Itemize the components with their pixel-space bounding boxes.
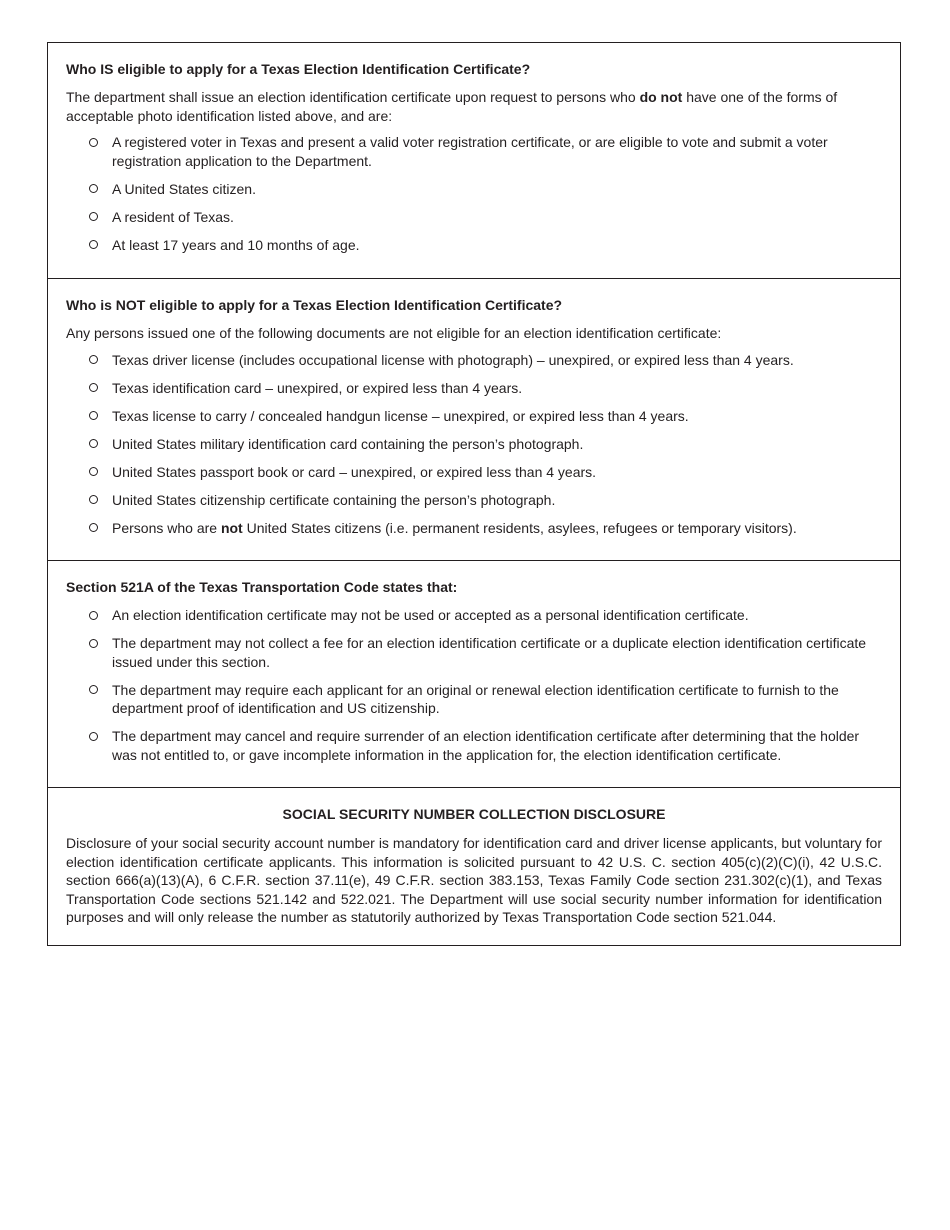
list-item-text: Texas driver license (includes occupational license with photograph) – unexpired, or expired less than 4 years. [112,351,794,368]
circle-bullet-icon [88,463,112,482]
list-item [88,463,882,482]
circle-bullet-icon [88,407,112,426]
circle-bullet-icon [88,351,112,370]
list-item [88,180,882,199]
list-item [88,634,882,671]
list-item-text: A United States citizen. [112,180,256,197]
list-item-text: The department may cancel and require surrender of an election identification certificate after determining that the holder was not entitled to, or gave incomplete information in the application for, the election identification certificate. [112,728,860,763]
not-eligible-heading: Who is NOT eligible to apply for a Texas Election Identification Certificate? [66,297,563,313]
ssn-heading: SOCIAL SECURITY NUMBER COLLECTION DISCLOSURE [282,806,666,822]
list-item-text: United States citizenship certificate containing the person’s photograph. [112,491,556,508]
list-item-text: An election identification certificate may not be used or accepted as a personal identification certificate. [112,607,749,623]
list-item [88,133,882,170]
list-item-text: A resident of Texas. [112,208,234,225]
circle-bullet-icon [88,379,112,398]
list-item-text: United States passport book or card – unexpired, or expired less than 4 years. [112,463,597,480]
not-eligible-section [48,279,900,561]
last-item-bold: not [220,519,243,536]
last-item-pre: Persons who are [112,519,221,536]
not-eligible-list [66,351,882,538]
eligible-intro-bold: do not [639,89,683,105]
list-item [88,236,882,255]
eligible-list [66,133,882,254]
circle-bullet-icon [88,634,112,653]
circle-bullet-icon [88,519,112,538]
circle-bullet-icon [88,727,112,746]
section-521a-list [66,606,882,764]
list-item [88,681,882,718]
list-item-text: United States military identification card containing the person’s photograph. [112,435,584,452]
list-item [88,491,882,510]
list-item-text [112,519,882,538]
circle-bullet-icon [88,491,112,510]
list-item-text: The department may require each applicant for an original or renewal election identification certificate to furnish to the department proof of identification and US citizenship. [112,681,839,716]
circle-bullet-icon [88,681,112,700]
list-item-text: The department may not collect a fee for an election identification certificate or a duplicate election identification certificate issued under this section. [112,635,867,670]
list-item-text: At least 17 years and 10 months of age. [112,236,360,253]
eligibility-form-box [47,42,901,946]
section-521a-heading: Section 521A of the Texas Transportation Code states that: [66,579,458,595]
last-item-post: United States citizens (i.e. permanent residents, asylees, refugees or temporary visitors). [242,519,797,536]
circle-bullet-icon [88,606,112,625]
ssn-disclosure-text: Disclosure of your social security account number is mandatory for identification card and driver license applicants, but voluntary for election identification certificate applicants. This information is solicited pursuant to 42 U.S. C. section 405(c)(2)(C)(i), 42 U.S.C. section 666(a)(13)(A), 6 C.F.R. section 37.11(e), 49 C.F.R. section 383.153, Texas Family Code section 231.302(c)(1), and Texas Transportation Code sections 521.142 and 522.021. The Department will use social security number information for identification purposes and will only release the number as statutorily authorized by Texas Transportation Code section 521.044. [66,835,882,925]
list-item-text: Texas license to carry / concealed handgun license – unexpired, or expired less than 4 years. [112,407,689,424]
list-item [88,379,882,398]
list-item [88,519,882,538]
circle-bullet-icon [88,180,112,199]
eligible-intro-post: have one of the forms of acceptable photo identification listed above, and are: [66,89,838,124]
circle-bullet-icon [88,236,112,255]
eligible-section [48,43,900,279]
list-item-text: A registered voter in Texas and present a valid voter registration certificate, or are eligible to vote and submit a voter registration application to the Department. [112,134,828,169]
list-item [88,435,882,454]
section-521a [48,561,900,788]
list-item-text: Texas identification card – unexpired, or expired less than 4 years. [112,379,523,396]
not-eligible-intro: Any persons issued one of the following documents are not eligible for an election identification certificate: [66,325,722,341]
circle-bullet-icon [88,435,112,454]
list-item [88,727,882,764]
list-item [88,351,882,370]
circle-bullet-icon [88,133,112,152]
circle-bullet-icon [88,208,112,227]
eligible-heading: Who IS eligible to apply for a Texas Election Identification Certificate? [66,61,531,77]
eligible-intro-pre: The department shall issue an election identification certificate upon request to persons who [66,89,640,105]
list-item [88,407,882,426]
ssn-disclosure-section [48,788,900,945]
eligible-intro [66,88,882,125]
list-item [88,208,882,227]
list-item [88,606,882,625]
